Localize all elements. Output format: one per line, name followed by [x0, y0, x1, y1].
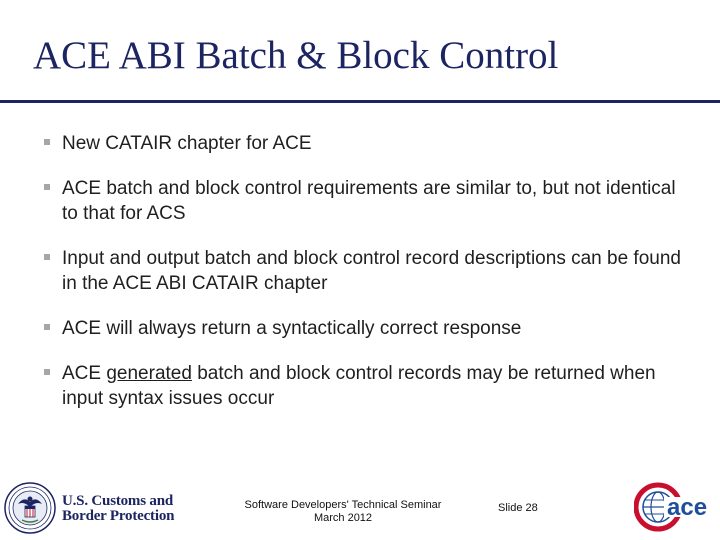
bullet-text: ACE batch and block control requirements are similar to, but not identical to that for ACS — [62, 178, 676, 224]
bullet-text: ACE will always return a syntactically correct response — [62, 318, 522, 339]
ace-logo-icon — [634, 482, 718, 532]
bullet-item — [44, 131, 684, 156]
square-bullet-icon — [44, 139, 50, 145]
bullet-item — [44, 316, 684, 341]
bullet-item — [44, 361, 684, 411]
bullet-text-pre: ACE — [62, 363, 107, 384]
event-line-1: Software Developers' Technical Seminar — [244, 499, 442, 511]
bullet-item — [44, 176, 684, 226]
event-line-2: March 2012 — [313, 512, 373, 524]
agency-line-2: Border Protection — [62, 508, 175, 524]
agency-line-1: U.S. Customs and — [62, 493, 173, 509]
bullet-list — [44, 131, 684, 431]
ace-logo-text: ace — [667, 494, 708, 521]
title-divider — [0, 100, 720, 103]
agency-wordmark — [62, 494, 174, 524]
bullet-text-post: batch and block control records may be returned when input syntax issues occur — [62, 363, 656, 409]
square-bullet-icon — [44, 324, 50, 330]
square-bullet-icon — [44, 369, 50, 375]
event-caption — [236, 499, 450, 525]
slide-title: ACE ABI Batch & Block Control — [33, 34, 559, 77]
slide-number: Slide 28 — [498, 502, 538, 514]
square-bullet-icon — [44, 254, 50, 260]
bullet-text: Input and output batch and block control record descriptions can be found in the ACE ABI CATAIR chapter — [62, 248, 681, 294]
square-bullet-icon — [44, 184, 50, 190]
bullet-text: New CATAIR chapter for ACE — [62, 133, 312, 154]
dhs-seal-icon — [4, 482, 56, 534]
bullet-text-underlined: generated — [106, 363, 192, 384]
bullet-item — [44, 246, 684, 296]
